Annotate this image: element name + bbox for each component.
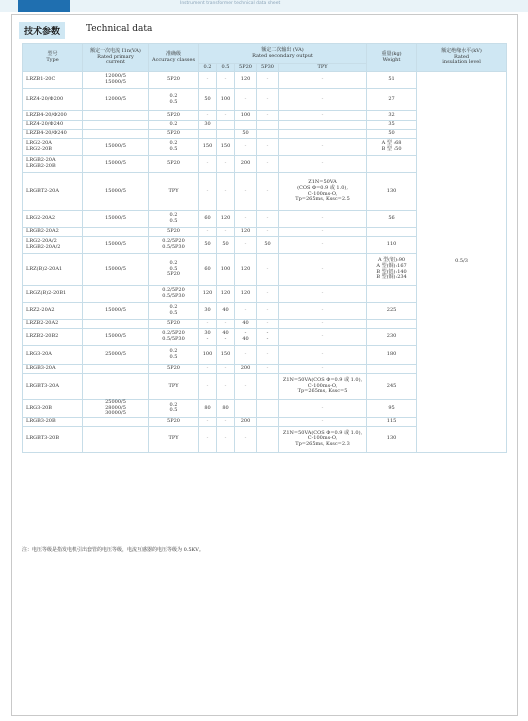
cell-05: - <box>217 374 235 400</box>
cell-5p30: 50 <box>257 237 279 254</box>
cell-primary <box>83 320 149 329</box>
cell-type: LRZ4-20/Φ240 <box>23 121 83 130</box>
cell-type: LRGB2-20A2 <box>23 228 83 237</box>
cell-weight: 50 <box>367 130 417 139</box>
cell-05: 100 <box>217 254 235 286</box>
cell-05: 150 <box>217 139 235 156</box>
cell-5p30: - <box>257 365 279 374</box>
cell-02: 30 <box>199 303 217 320</box>
cell-02: 50 <box>199 89 217 111</box>
cell-02: - <box>199 173 217 211</box>
cell-primary: 12000/5 15000/5 <box>83 72 149 89</box>
cell-primary <box>83 426 149 452</box>
cell-5p20: 120 <box>235 254 257 286</box>
cell-02: 100 <box>199 346 217 365</box>
cell-02: 60 <box>199 254 217 286</box>
cell-02: 80 <box>199 400 217 418</box>
cell-5p20: 120 <box>235 72 257 89</box>
cell-type: LRGB3-20B <box>23 417 83 426</box>
cell-accuracy: 5P20 <box>149 365 199 374</box>
cell-5p30: - <box>257 303 279 320</box>
cell-02: - <box>199 72 217 89</box>
cell-tpy: - <box>279 417 367 426</box>
cell-accuracy: 0.2/5P20 0.5/5P30 <box>149 237 199 254</box>
cell-accuracy: 0.2 0.5 <box>149 211 199 228</box>
cell-tpy: - <box>279 111 367 121</box>
cell-02: 50 <box>199 237 217 254</box>
cell-5p30 <box>257 426 279 452</box>
cell-type: LRG3-20A <box>23 346 83 365</box>
header-type: 型号 Type <box>23 44 83 72</box>
cell-type: LRGBT2-20A <box>23 173 83 211</box>
cell-02: 30 <box>199 121 217 130</box>
cell-05: 120 <box>217 286 235 303</box>
cell-05: - <box>217 426 235 452</box>
cell-tpy: - <box>279 346 367 365</box>
cell-5p30 <box>257 417 279 426</box>
cell-accuracy: TPY <box>149 173 199 211</box>
header-tiny-text: Instrument transformer technical data sheet <box>180 1 281 6</box>
cell-type: LRZB2-20B2 <box>23 329 83 346</box>
header-primary: 额定一次电流 I1n(VA) Rated primary current <box>83 44 149 72</box>
cell-tpy: - <box>279 329 367 346</box>
cell-weight: 35 <box>367 121 417 130</box>
cell-5p30 <box>257 400 279 418</box>
cell-accuracy: 5P20 <box>149 320 199 329</box>
cell-type: LRGB3-20A <box>23 365 83 374</box>
cell-5p20 <box>235 400 257 418</box>
cell-accuracy: 5P20 <box>149 130 199 139</box>
cell-type: LRZB2-20A2 <box>23 320 83 329</box>
cell-05: - <box>217 228 235 237</box>
cell-accuracy: 0.2 0.5 <box>149 303 199 320</box>
cell-5p30: - <box>257 89 279 111</box>
cell-accuracy: 0.2 0.5 <box>149 139 199 156</box>
cell-weight: A 型 :68 B 型 :50 <box>367 139 417 156</box>
cell-weight: 230 <box>367 329 417 346</box>
cell-tpy: - <box>279 72 367 89</box>
cell-5p20: 200 <box>235 365 257 374</box>
cell-insulation: 0.5/3 <box>417 72 507 453</box>
cell-tpy: - <box>279 156 367 173</box>
cell-accuracy: 0.2 0.5 5P20 <box>149 254 199 286</box>
cell-primary: 15000/5 <box>83 303 149 320</box>
cell-type: LRZ2-20A2 <box>23 303 83 320</box>
cell-5p20: - <box>235 374 257 400</box>
cell-accuracy: TPY <box>149 374 199 400</box>
cell-5p30: - <box>257 286 279 303</box>
header-sub-tpy: TPY <box>279 64 367 72</box>
cell-5p20: 200 <box>235 156 257 173</box>
cell-weight: 32 <box>367 111 417 121</box>
cell-05 <box>217 130 235 139</box>
cell-5p30: - <box>257 254 279 286</box>
cell-02 <box>199 130 217 139</box>
cell-05: - <box>217 111 235 121</box>
cell-primary: 15000/5 <box>83 254 149 286</box>
cell-type: LRGZ(B)2-20B1 <box>23 286 83 303</box>
cell-tpy <box>279 121 367 130</box>
cell-weight: 180 <box>367 346 417 365</box>
cell-05: - <box>217 72 235 89</box>
header-insulation: 额定绝缘水平(kV) Rated insulation level <box>417 44 507 72</box>
section-title-cn: 技术参数 <box>19 22 65 39</box>
header-sub-02: 0.2 <box>199 64 217 72</box>
cell-5p20: - <box>235 89 257 111</box>
cell-5p20 <box>235 121 257 130</box>
cell-accuracy: 5P20 <box>149 156 199 173</box>
cell-tpy: - <box>279 211 367 228</box>
cell-5p30: - <box>257 72 279 89</box>
cell-02: 30 - <box>199 329 217 346</box>
cell-5p20: 120 <box>235 286 257 303</box>
cell-weight: 110 <box>367 237 417 254</box>
header-sub-5p30: 5P30 <box>257 64 279 72</box>
cell-05: - <box>217 320 235 329</box>
cell-02: - <box>199 228 217 237</box>
cell-type: LRG3-20B <box>23 400 83 418</box>
footnote: 注：电压等级是指发电机引出套管的电压等级，电流互感器的电压等级为 0.5KV。 <box>22 547 204 553</box>
cell-tpy <box>279 130 367 139</box>
cell-tpy: - <box>279 139 367 156</box>
cell-05: - <box>217 173 235 211</box>
cell-05: 40 <box>217 303 235 320</box>
cell-tpy: - <box>279 254 367 286</box>
cell-weight: 130 <box>367 173 417 211</box>
cell-weight: 95 <box>367 400 417 418</box>
cell-weight <box>367 228 417 237</box>
cell-02: - <box>199 365 217 374</box>
cell-primary <box>83 374 149 400</box>
cell-05: 50 <box>217 237 235 254</box>
cell-primary <box>83 365 149 374</box>
cell-weight <box>367 365 417 374</box>
cell-accuracy: TPY <box>149 426 199 452</box>
cell-5p30: - <box>257 156 279 173</box>
cell-type: LRZB4-20/Φ200 <box>23 111 83 121</box>
cell-5p20: 40 <box>235 320 257 329</box>
cell-5p20: - <box>235 173 257 211</box>
cell-5p30: - <box>257 346 279 365</box>
cell-accuracy: 0.2 0.5 <box>149 400 199 418</box>
cell-5p20: 50 <box>235 130 257 139</box>
cell-accuracy: 5P20 <box>149 417 199 426</box>
cell-05: 100 <box>217 89 235 111</box>
cell-02: - <box>199 374 217 400</box>
cell-05 <box>217 121 235 130</box>
table-row <box>23 72 507 89</box>
cell-primary: 15000/5 <box>83 237 149 254</box>
header-weight: 重量(kg) Weight <box>367 44 417 72</box>
cell-accuracy: 0.2 <box>149 121 199 130</box>
cell-type: LRZ(B)2-20A1 <box>23 254 83 286</box>
cell-05: 150 <box>217 346 235 365</box>
spec-table <box>22 43 507 453</box>
cell-5p20: - <box>235 346 257 365</box>
cell-tpy: - <box>279 400 367 418</box>
cell-accuracy: 5P20 <box>149 111 199 121</box>
cell-5p30 <box>257 374 279 400</box>
cell-weight: A 型(铝):90 A 型(铜):167 B 型(铝):140 B 型(铜):234 <box>367 254 417 286</box>
top-banner <box>0 0 528 12</box>
brand-logo <box>18 0 70 12</box>
cell-accuracy: 0.2/5P20 0.5/5P30 <box>149 286 199 303</box>
cell-5p30: - - <box>257 329 279 346</box>
cell-weight: 245 <box>367 374 417 400</box>
cell-type: LRGBT3-20A <box>23 374 83 400</box>
section-title-en: Technical data <box>86 24 153 34</box>
cell-5p20: - <box>235 426 257 452</box>
cell-primary: 15000/5 <box>83 329 149 346</box>
cell-accuracy: 0.2 0.5 <box>149 89 199 111</box>
cell-5p20: 120 <box>235 228 257 237</box>
cell-5p20: - <box>235 139 257 156</box>
cell-tpy: - <box>279 286 367 303</box>
cell-tpy: - <box>279 237 367 254</box>
cell-type: LRG2-20A/2 LRGB2-20A/2 <box>23 237 83 254</box>
cell-accuracy: 5P20 <box>149 72 199 89</box>
cell-5p20: - 40 <box>235 329 257 346</box>
cell-weight <box>367 156 417 173</box>
cell-primary: 15000/5 <box>83 156 149 173</box>
cell-type: LRZB4-20/Φ240 <box>23 130 83 139</box>
cell-primary: 25000/5 28000/5 30000/5 <box>83 400 149 418</box>
cell-weight: 56 <box>367 211 417 228</box>
cell-tpy: - <box>279 320 367 329</box>
cell-5p20: 100 <box>235 111 257 121</box>
header-sub-5p20: 5P20 <box>235 64 257 72</box>
cell-accuracy: 0.2/5P20 0.5/5P30 <box>149 329 199 346</box>
cell-tpy: - <box>279 228 367 237</box>
cell-5p30 <box>257 121 279 130</box>
cell-5p20: - <box>235 211 257 228</box>
cell-type: LRGBT3-20B <box>23 426 83 452</box>
cell-5p30: - <box>257 228 279 237</box>
header-accuracy: 准确级 Accuracy classes <box>149 44 199 72</box>
cell-type: LRGB2-20A LRGB2-20B <box>23 156 83 173</box>
cell-tpy: Z1N=50VA(COS Φ=0.9 或 1.0), C-100ms-O, Tp=265ms, Kssc=2.3 <box>279 426 367 452</box>
spec-table-body <box>23 72 507 453</box>
cell-05: 40 - <box>217 329 235 346</box>
cell-tpy: - <box>279 303 367 320</box>
cell-5p30: - <box>257 139 279 156</box>
cell-accuracy: 5P20 <box>149 228 199 237</box>
cell-primary: 25000/5 <box>83 346 149 365</box>
cell-primary <box>83 417 149 426</box>
cell-5p20: - <box>235 303 257 320</box>
header-sub-05: 0.5 <box>217 64 235 72</box>
cell-05: 120 <box>217 211 235 228</box>
cell-primary <box>83 286 149 303</box>
cell-5p30: - <box>257 111 279 121</box>
cell-weight: 51 <box>367 72 417 89</box>
cell-02: - <box>199 111 217 121</box>
cell-primary: 15000/5 <box>83 173 149 211</box>
cell-primary <box>83 121 149 130</box>
cell-accuracy: 0.2 0.5 <box>149 346 199 365</box>
cell-02: - <box>199 320 217 329</box>
cell-5p20: - <box>235 237 257 254</box>
cell-weight: 225 <box>367 303 417 320</box>
cell-type: LRZB1-20C <box>23 72 83 89</box>
cell-weight: 115 <box>367 417 417 426</box>
cell-05: 80 <box>217 400 235 418</box>
cell-02: - <box>199 156 217 173</box>
cell-02: 120 <box>199 286 217 303</box>
cell-tpy: Z1N=50VA (COS Φ=0.9 或 1.0), C-100ms-O, Tp=265ms, Kssc=2.5 <box>279 173 367 211</box>
cell-5p30 <box>257 130 279 139</box>
cell-type: LRG2-20A LRG2-20B <box>23 139 83 156</box>
cell-tpy: Z1N=50VA(COS Φ=0.9 或 1.0), C-100ms-O, Tp=265ms, Kssc=5 <box>279 374 367 400</box>
cell-primary <box>83 130 149 139</box>
cell-05: - <box>217 417 235 426</box>
cell-primary <box>83 111 149 121</box>
cell-5p30: - <box>257 320 279 329</box>
cell-weight: 27 <box>367 89 417 111</box>
cell-02: - <box>199 417 217 426</box>
cell-weight <box>367 286 417 303</box>
cell-primary: 12000/5 <box>83 89 149 111</box>
cell-tpy: - <box>279 365 367 374</box>
cell-02: - <box>199 426 217 452</box>
cell-05: - <box>217 365 235 374</box>
cell-weight: 130 <box>367 426 417 452</box>
cell-tpy: - <box>279 89 367 111</box>
cell-02: 150 <box>199 139 217 156</box>
cell-02: 60 <box>199 211 217 228</box>
header-secondary: 额定二次输出 (VA) Rated secondary output <box>199 44 367 64</box>
cell-primary: 15000/5 <box>83 211 149 228</box>
cell-primary: 15000/5 <box>83 139 149 156</box>
cell-5p30: - <box>257 173 279 211</box>
cell-05: - <box>217 156 235 173</box>
cell-primary <box>83 228 149 237</box>
cell-weight <box>367 320 417 329</box>
cell-type: LRZ4-20/Φ200 <box>23 89 83 111</box>
cell-5p30: - <box>257 211 279 228</box>
cell-5p20: 200 <box>235 417 257 426</box>
cell-type: LRG2-20A2 <box>23 211 83 228</box>
